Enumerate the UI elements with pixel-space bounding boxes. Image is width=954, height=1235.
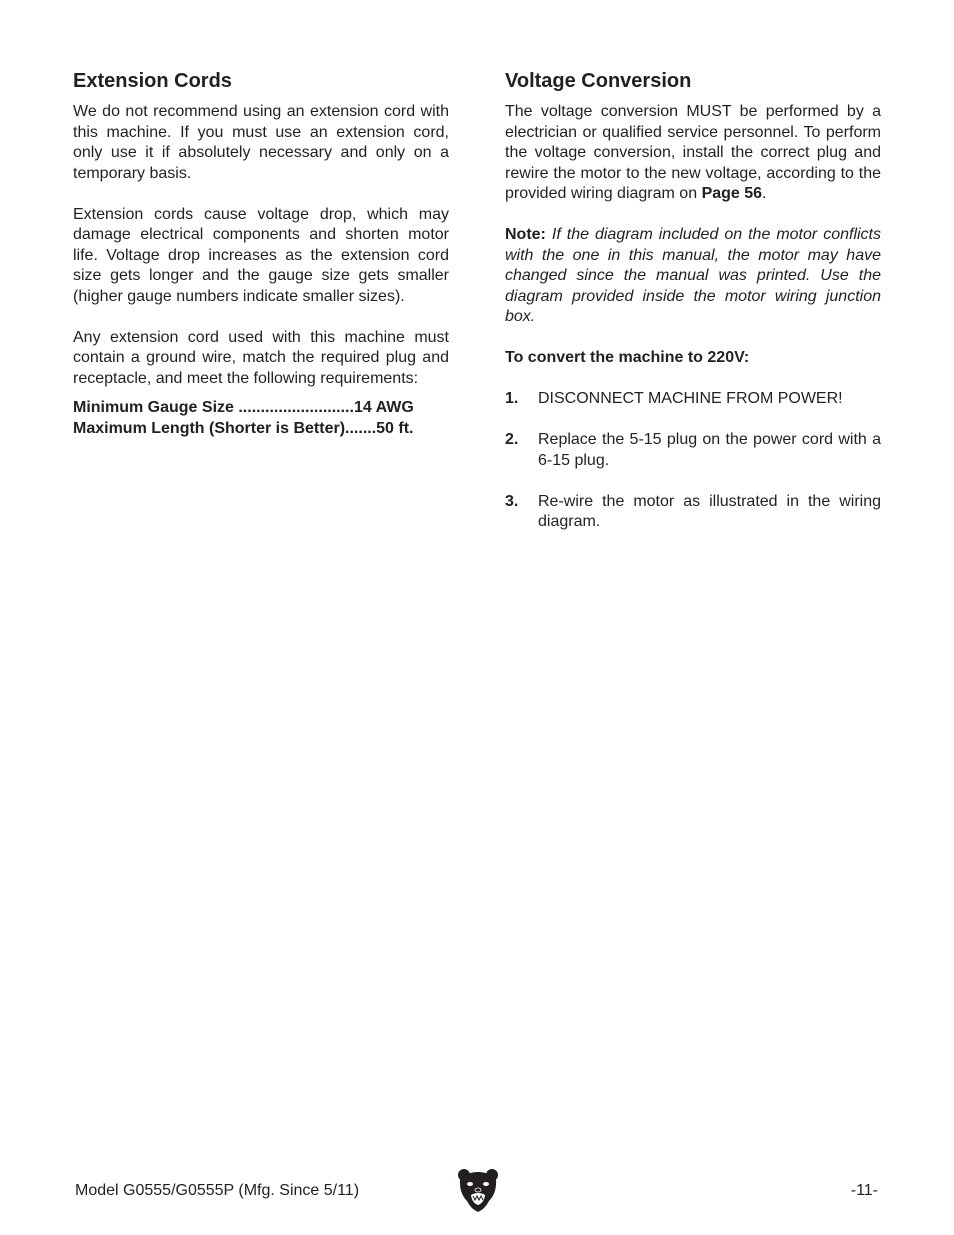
voltage-conversion-section bbox=[505, 66, 881, 553]
page-reference: Page 56 bbox=[701, 185, 763, 202]
footer-model: Model G0555/G0555P (Mfg. Since 5/11) bbox=[75, 1182, 360, 1199]
max-length-spec: Maximum Length (Shorter is Better).......50 ft. bbox=[73, 420, 414, 437]
step-item bbox=[505, 492, 881, 533]
sentence-end: . bbox=[762, 185, 767, 202]
step-number: 1. bbox=[505, 390, 519, 407]
note-label: Note: bbox=[505, 226, 546, 243]
voltage-conversion-text: The voltage conversion MUST be performed by a electrician or qualified service personnel. To perform the voltage conversion, install the correct plug and rewire the motor to the new voltage, according to the provided wiring diagram on bbox=[505, 103, 881, 202]
note-text: If the diagram included on the motor conflicts with the one in this manual, the motor may have changed since the manual was printed. Use the diagram provided inside the motor wiring junction box. bbox=[505, 226, 881, 325]
bear-logo-icon bbox=[457, 1167, 499, 1213]
step-text: DISCONNECT MACHINE FROM POWER! bbox=[538, 390, 843, 407]
extension-cords-paragraph-2: Extension cords cause voltage drop, which may damage electrical components and shorten motor life. Voltage drop increases as the extension cord size gets longer and the gauge size gets smaller (higher gauge numbers indicate smaller sizes). bbox=[73, 205, 449, 305]
step-text: Replace the 5-15 plug on the power cord with a 6-15 plug. bbox=[538, 431, 881, 469]
page-number: -11- bbox=[850, 1182, 878, 1199]
voltage-conversion-paragraph bbox=[505, 102, 881, 205]
step-text: Re-wire the motor as illustrated in the wiring diagram. bbox=[538, 492, 881, 530]
extension-cords-paragraph-1: We do not recommend using an extension cord with this machine. If you must use an extension cord, only use it if absolutely necessary and only on a temporary basis. bbox=[73, 103, 449, 182]
extension-cords-paragraph-3: Any extension cord used with this machine must contain a ground wire, match the required plug and receptacle, and meet the following requirements: bbox=[73, 328, 449, 387]
step-item bbox=[505, 389, 881, 410]
extension-cords-heading: Extension Cords bbox=[73, 70, 232, 92]
extension-cords-section bbox=[73, 66, 449, 439]
min-gauge-spec: Minimum Gauge Size ..........................14 AWG bbox=[73, 399, 414, 416]
note-paragraph bbox=[505, 225, 881, 328]
step-number: 2. bbox=[505, 431, 519, 448]
convert-heading: To convert the machine to 220V: bbox=[505, 349, 750, 366]
voltage-conversion-heading: Voltage Conversion bbox=[505, 70, 692, 92]
step-number: 3. bbox=[505, 492, 519, 510]
step-item bbox=[505, 430, 881, 471]
